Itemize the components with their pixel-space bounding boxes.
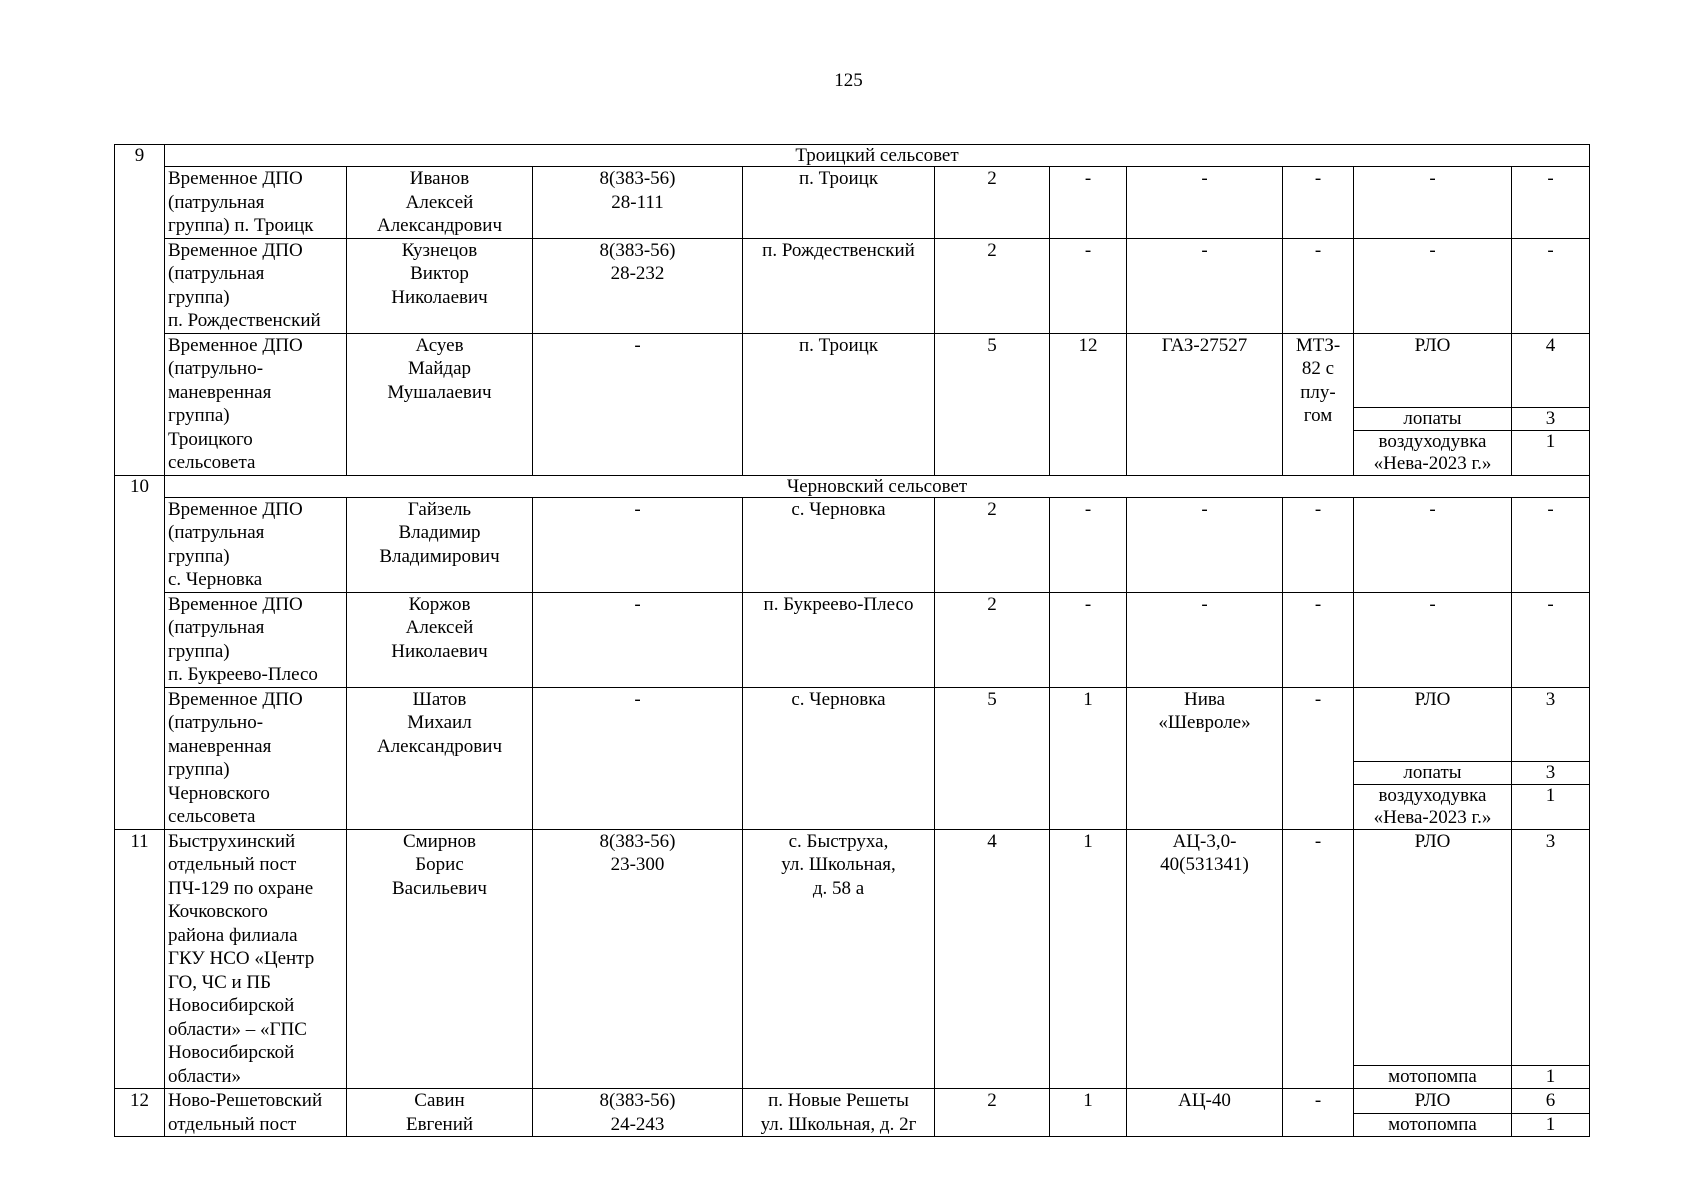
people-count: 2	[935, 1089, 1050, 1137]
item-count: -	[1512, 167, 1590, 239]
unit-name: Временное ДПО (патрульная группа) п. Троицк	[165, 167, 347, 239]
section-header-row	[115, 145, 1590, 167]
people-count: 2	[935, 497, 1050, 592]
unit-name: Временное ДПО (патрульно- маневренная группа) Черновского сельсовета	[165, 687, 347, 829]
item-name: лопаты	[1354, 407, 1512, 430]
table-row	[115, 167, 1590, 239]
item-count: -	[1512, 238, 1590, 333]
item-name: -	[1354, 592, 1512, 687]
item-name: РЛО	[1354, 829, 1512, 1066]
item-count: -	[1512, 497, 1590, 592]
people-count: 5	[935, 687, 1050, 829]
unit-name: Временное ДПО (патрульная группа) п. Рождественский	[165, 238, 347, 333]
item-name: -	[1354, 167, 1512, 239]
table-row	[115, 1089, 1590, 1114]
equipment-count: 1	[1050, 687, 1127, 829]
unit-name: Временное ДПО (патрульно- маневренная группа) Троицкого сельсовета	[165, 333, 347, 475]
equipment-count: 12	[1050, 333, 1127, 475]
section-header-row	[115, 475, 1590, 497]
vehicle: АЦ-3,0- 40(531341)	[1127, 829, 1283, 1089]
row-number: 10	[115, 475, 165, 829]
unit-name: Временное ДПО (патрульная группа) с. Черновка	[165, 497, 347, 592]
vehicle: -	[1127, 592, 1283, 687]
location: п. Новые Решеты ул. Школьная, д. 2г	[743, 1089, 935, 1137]
technique: -	[1283, 497, 1354, 592]
unit-name: Быструхинский отдельный пост ПЧ-129 по охране Кочковского района филиала ГКУ НСО «Центр ГО, ЧС и ПБ Новосибирской области» – «ГПС Новосибирской области»	[165, 829, 347, 1089]
vehicle: ГАЗ-27527	[1127, 333, 1283, 475]
item-name: -	[1354, 497, 1512, 592]
table-row	[115, 687, 1590, 761]
equipment-count: -	[1050, 592, 1127, 687]
head-name: Коржов Алексей Николаевич	[347, 592, 533, 687]
location: с. Черновка	[743, 687, 935, 829]
head-name: Шатов Михаил Александрович	[347, 687, 533, 829]
table-row	[115, 333, 1590, 407]
technique: -	[1283, 167, 1354, 239]
unit-name: Временное ДПО (патрульная группа) п. Букреево-Плесо	[165, 592, 347, 687]
item-count: 3	[1512, 687, 1590, 761]
item-name: мотопомпа	[1354, 1066, 1512, 1089]
row-number: 9	[115, 145, 165, 476]
phone: 8(383-56) 23-300	[533, 829, 743, 1089]
item-count: 3	[1512, 761, 1590, 784]
location: п. Рождественский	[743, 238, 935, 333]
section-title: Черновский сельсовет	[165, 475, 1590, 497]
item-name: лопаты	[1354, 761, 1512, 784]
equipment-count: 1	[1050, 1089, 1127, 1137]
table-row	[115, 238, 1590, 333]
page-number: 125	[834, 70, 863, 91]
location: п. Букреево-Плесо	[743, 592, 935, 687]
row-number: 11	[115, 829, 165, 1089]
item-count: 3	[1512, 407, 1590, 430]
location: с. Быструха, ул. Школьная, д. 58 а	[743, 829, 935, 1089]
item-name: РЛО	[1354, 333, 1512, 407]
table-row	[115, 592, 1590, 687]
item-count: 1	[1512, 784, 1590, 829]
item-name: РЛО	[1354, 1089, 1512, 1114]
technique: -	[1283, 592, 1354, 687]
unit-name: Ново-Решетовский отдельный пост	[165, 1089, 347, 1137]
head-name: Савин Евгений	[347, 1089, 533, 1137]
item-name: мотопомпа	[1354, 1114, 1512, 1137]
vehicle: -	[1127, 238, 1283, 333]
phone: -	[533, 592, 743, 687]
section-title: Троицкий сельсовет	[165, 145, 1590, 167]
item-name: РЛО	[1354, 687, 1512, 761]
phone: 8(383-56) 28-111	[533, 167, 743, 239]
equipment-count: -	[1050, 167, 1127, 239]
head-name: Кузнецов Виктор Николаевич	[347, 238, 533, 333]
item-count: 1	[1512, 1066, 1590, 1089]
equipment-count: 1	[1050, 829, 1127, 1089]
phone: 8(383-56) 28-232	[533, 238, 743, 333]
phone: 8(383-56) 24-243	[533, 1089, 743, 1137]
technique: -	[1283, 687, 1354, 829]
table-row	[115, 829, 1590, 1066]
people-count: 2	[935, 238, 1050, 333]
item-count: 6	[1512, 1089, 1590, 1114]
vehicle: АЦ-40	[1127, 1089, 1283, 1137]
technique: -	[1283, 238, 1354, 333]
equipment-count: -	[1050, 497, 1127, 592]
location: п. Троицк	[743, 333, 935, 475]
phone: -	[533, 333, 743, 475]
row-number: 12	[115, 1089, 165, 1137]
item-name: воздуходувка «Нева-2023 г.»	[1354, 784, 1512, 829]
location: с. Черновка	[743, 497, 935, 592]
people-count: 4	[935, 829, 1050, 1089]
item-count: 4	[1512, 333, 1590, 407]
item-name: воздуходувка «Нева-2023 г.»	[1354, 430, 1512, 475]
vehicle: Нива «Шевроле»	[1127, 687, 1283, 829]
vehicle: -	[1127, 167, 1283, 239]
technique: -	[1283, 829, 1354, 1089]
resources-table	[114, 144, 1590, 1137]
technique: -	[1283, 1089, 1354, 1137]
location: п. Троицк	[743, 167, 935, 239]
table-row	[115, 497, 1590, 592]
item-count: 1	[1512, 430, 1590, 475]
people-count: 2	[935, 592, 1050, 687]
people-count: 2	[935, 167, 1050, 239]
head-name: Иванов Алексей Александрович	[347, 167, 533, 239]
item-name: -	[1354, 238, 1512, 333]
phone: -	[533, 497, 743, 592]
head-name: Смирнов Борис Васильевич	[347, 829, 533, 1089]
item-count: -	[1512, 592, 1590, 687]
item-count: 3	[1512, 829, 1590, 1066]
vehicle: -	[1127, 497, 1283, 592]
people-count: 5	[935, 333, 1050, 475]
equipment-count: -	[1050, 238, 1127, 333]
head-name: Асуев Майдар Мушалаевич	[347, 333, 533, 475]
head-name: Гайзель Владимир Владимирович	[347, 497, 533, 592]
item-count: 1	[1512, 1114, 1590, 1137]
technique: МТЗ- 82 с плу- гом	[1283, 333, 1354, 475]
phone: -	[533, 687, 743, 829]
